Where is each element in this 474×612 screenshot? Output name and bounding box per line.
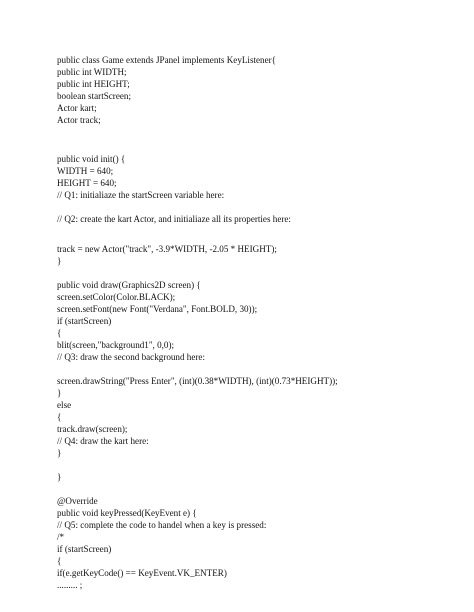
code-comment: // Q3: draw the second background here: bbox=[57, 352, 205, 362]
code-line: if (startScreen) bbox=[57, 544, 112, 554]
code-line: } bbox=[57, 472, 62, 482]
code-line: } bbox=[57, 256, 62, 266]
code-line: screen.setColor(Color.BLACK); bbox=[57, 292, 176, 302]
code-line: WIDTH = 640; bbox=[57, 166, 114, 176]
code-comment: // Q5: complete the code to handel when a key is pressed: bbox=[57, 520, 267, 530]
code-line: ......... ; bbox=[57, 580, 83, 590]
code-line: else bbox=[57, 400, 72, 410]
code-line: track = new Actor("track", -3.9*WIDTH, -2.05 * HEIGHT); bbox=[57, 244, 277, 254]
code-line: { bbox=[57, 412, 62, 422]
code-line: if (startScreen) bbox=[57, 316, 112, 326]
code-line: public class Game extends JPanel implements KeyListener{ bbox=[57, 55, 277, 65]
code-line: Actor track; bbox=[57, 115, 101, 125]
code-line: boolean startScreen; bbox=[57, 91, 131, 101]
code-line: track.draw(screen); bbox=[57, 424, 128, 434]
code-line: public void draw(Graphics2D screen) { bbox=[57, 280, 201, 290]
code-comment: /* bbox=[57, 532, 65, 542]
code-annotation: @Override bbox=[57, 496, 98, 506]
code-line: blit(screen,"background1", 0,0); bbox=[57, 340, 175, 350]
code-line: public int WIDTH; bbox=[57, 67, 127, 77]
code-line: } bbox=[57, 388, 62, 398]
code-line: Actor kart; bbox=[57, 103, 97, 113]
code-comment: // Q4: draw the kart here: bbox=[57, 436, 149, 446]
code-line: { bbox=[57, 328, 62, 338]
code-line: if(e.getKeyCode() == KeyEvent.VK_ENTER) bbox=[57, 568, 227, 578]
code-line: public int HEIGHT; bbox=[57, 79, 130, 89]
code-line: { bbox=[57, 556, 62, 566]
code-comment: // Q1: initialiaze the startScreen variable here: bbox=[57, 190, 225, 200]
code-line: screen.drawString("Press Enter", (int)(0.38*WIDTH), (int)(0.73*HEIGHT)); bbox=[57, 376, 338, 386]
code-comment: // Q2: create the kart Actor, and initialiaze all its properties here: bbox=[57, 214, 291, 224]
code-line: public void init() { bbox=[57, 154, 126, 164]
code-line: screen.setFont(new Font("Verdana", Font.BOLD, 30)); bbox=[57, 304, 258, 314]
code-line: HEIGHT = 640; bbox=[57, 178, 117, 188]
code-line: } bbox=[57, 448, 62, 458]
code-line: public void keyPressed(KeyEvent e) { bbox=[57, 508, 197, 518]
